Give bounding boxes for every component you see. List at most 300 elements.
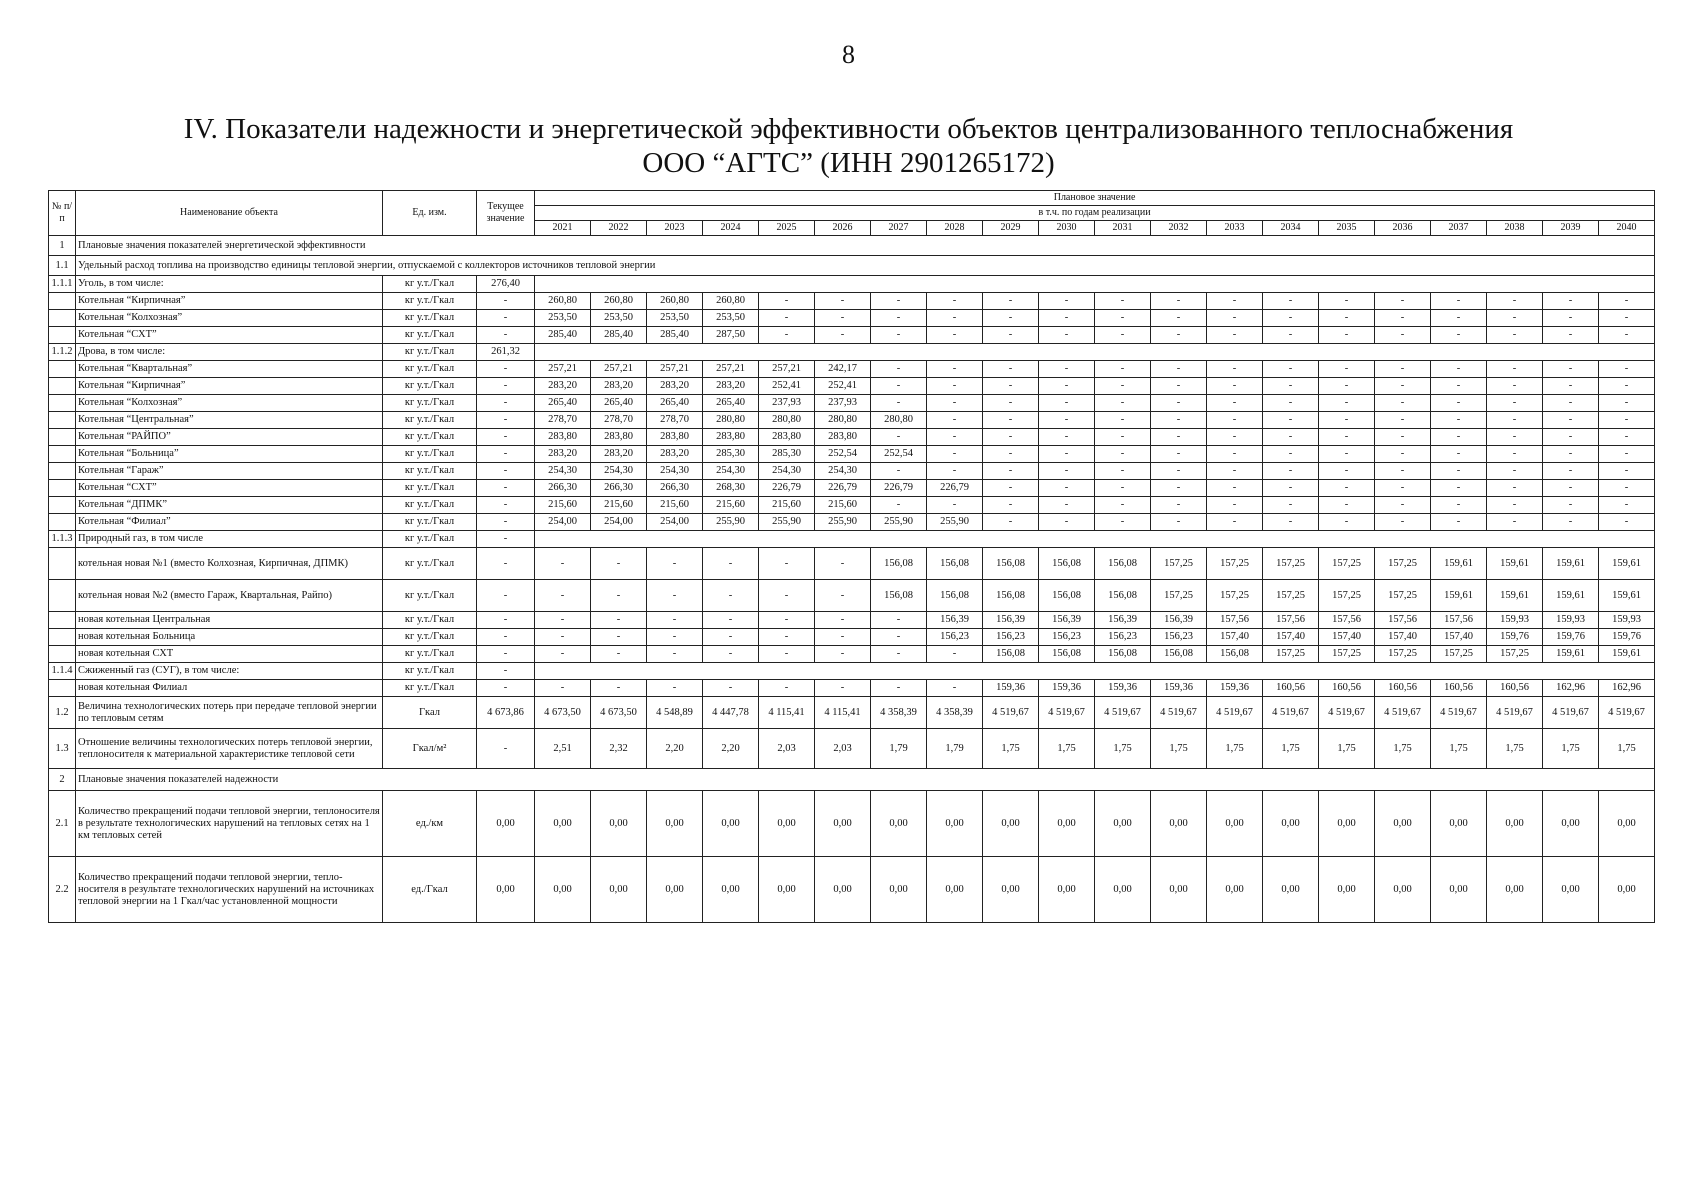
row-number: 1.3	[49, 729, 76, 769]
year-value: -	[927, 446, 983, 463]
year-value: -	[1207, 446, 1263, 463]
year-value: 1,75	[1487, 729, 1543, 769]
row-number	[49, 395, 76, 412]
year-value: 1,79	[871, 729, 927, 769]
year-value: 0,00	[647, 857, 703, 923]
header-year: 2029	[983, 221, 1039, 236]
year-value: -	[1543, 429, 1599, 446]
year-value: -	[1263, 395, 1319, 412]
year-value: -	[1599, 446, 1655, 463]
year-value: 255,90	[759, 514, 815, 531]
year-value: -	[1263, 497, 1319, 514]
year-value: -	[1431, 327, 1487, 344]
year-value: -	[535, 548, 591, 580]
year-value: 253,50	[703, 310, 759, 327]
row-current-value: -	[477, 412, 535, 429]
header-year: 2026	[815, 221, 871, 236]
year-value: -	[815, 327, 871, 344]
year-value: -	[1431, 480, 1487, 497]
year-value: 157,25	[1319, 646, 1375, 663]
row-current-value: -	[477, 646, 535, 663]
year-value: 280,80	[871, 412, 927, 429]
table-row	[49, 791, 1655, 857]
year-value: 4 358,39	[871, 697, 927, 729]
year-value: -	[1095, 395, 1151, 412]
year-value: -	[983, 310, 1039, 327]
table-row	[49, 361, 1655, 378]
row-number	[49, 497, 76, 514]
year-value: -	[1375, 429, 1431, 446]
year-value: -	[1151, 480, 1207, 497]
year-value: 0,00	[1487, 857, 1543, 923]
year-value: -	[1487, 463, 1543, 480]
year-value: 4 673,50	[591, 697, 647, 729]
year-value: -	[1543, 378, 1599, 395]
year-value: 4 115,41	[815, 697, 871, 729]
year-value: -	[1151, 429, 1207, 446]
year-value: -	[1151, 395, 1207, 412]
year-value: 265,40	[647, 395, 703, 412]
row-current-value: -	[477, 310, 535, 327]
year-value: 159,61	[1599, 646, 1655, 663]
year-value: 283,80	[703, 429, 759, 446]
table-row	[49, 612, 1655, 629]
year-value: 254,30	[535, 463, 591, 480]
row-unit: Гкал	[383, 697, 477, 729]
year-value: -	[759, 293, 815, 310]
table-row	[49, 236, 1655, 256]
header-year: 2036	[1375, 221, 1431, 236]
header-year: 2025	[759, 221, 815, 236]
year-value: -	[1319, 463, 1375, 480]
year-value: -	[1151, 514, 1207, 531]
year-value: 254,30	[647, 463, 703, 480]
row-number	[49, 646, 76, 663]
year-value: -	[871, 463, 927, 480]
year-value: -	[1543, 293, 1599, 310]
row-name: Котельная “СХТ”	[76, 480, 383, 497]
year-value: -	[983, 378, 1039, 395]
year-value: 257,21	[703, 361, 759, 378]
page-number: 8	[842, 40, 855, 69]
year-value: -	[871, 310, 927, 327]
year-value: 278,70	[647, 412, 703, 429]
year-value: 2,51	[535, 729, 591, 769]
year-value: 226,79	[927, 480, 983, 497]
year-value: 156,08	[871, 548, 927, 580]
year-value: 0,00	[815, 791, 871, 857]
year-value: -	[927, 680, 983, 697]
year-value: 159,61	[1487, 548, 1543, 580]
row-unit: кг у.т./Гкал	[383, 514, 477, 531]
year-value: 285,30	[703, 446, 759, 463]
year-value: -	[1207, 310, 1263, 327]
row-unit: кг у.т./Гкал	[383, 480, 477, 497]
year-value: 0,00	[759, 857, 815, 923]
table-row	[49, 429, 1655, 446]
year-value: 0,00	[1375, 857, 1431, 923]
year-value: 0,00	[927, 857, 983, 923]
table-row	[49, 580, 1655, 612]
row-unit: кг у.т./Гкал	[383, 344, 477, 361]
year-value: 157,25	[1207, 580, 1263, 612]
row-empty-values	[535, 344, 1655, 361]
year-value: -	[535, 612, 591, 629]
year-value: 0,00	[535, 857, 591, 923]
table-row	[49, 680, 1655, 697]
year-value: -	[1319, 310, 1375, 327]
year-value: -	[647, 680, 703, 697]
row-number: 1.2	[49, 697, 76, 729]
year-value: -	[1375, 395, 1431, 412]
year-value: -	[703, 580, 759, 612]
row-current-value: -	[477, 612, 535, 629]
header-by-year: в т.ч. по годам реализации	[535, 206, 1655, 221]
year-value: 156,08	[871, 580, 927, 612]
year-value: -	[983, 327, 1039, 344]
year-value: -	[1599, 378, 1655, 395]
year-value: -	[1095, 463, 1151, 480]
row-name: Котельная “Колхозная”	[76, 395, 383, 412]
year-value: -	[1487, 378, 1543, 395]
row-unit: кг у.т./Гкал	[383, 629, 477, 646]
table-row	[49, 276, 1655, 293]
year-value: -	[1375, 310, 1431, 327]
row-current-value: -	[477, 429, 535, 446]
row-unit: кг у.т./Гкал	[383, 497, 477, 514]
year-value: -	[703, 646, 759, 663]
year-value: -	[1095, 293, 1151, 310]
year-value: 156,08	[1039, 548, 1095, 580]
header-unit: Ед. изм.	[383, 191, 477, 236]
year-value: -	[1039, 446, 1095, 463]
year-value: -	[1319, 429, 1375, 446]
year-value: -	[1207, 480, 1263, 497]
year-value: 283,20	[535, 446, 591, 463]
year-value: -	[1375, 327, 1431, 344]
year-value: 0,00	[1599, 857, 1655, 923]
section-title: Плановые значения показателей надежности	[76, 769, 1655, 791]
year-value: 0,00	[1543, 857, 1599, 923]
year-value: -	[759, 612, 815, 629]
year-value: -	[927, 646, 983, 663]
year-value: 156,39	[1039, 612, 1095, 629]
table-row	[49, 256, 1655, 276]
year-value: 159,61	[1599, 548, 1655, 580]
year-value: 0,00	[703, 791, 759, 857]
year-value: 0,00	[647, 791, 703, 857]
row-current-value: 0,00	[477, 791, 535, 857]
row-empty-values	[535, 663, 1655, 680]
year-value: 0,00	[1543, 791, 1599, 857]
year-value: -	[1319, 293, 1375, 310]
row-number	[49, 327, 76, 344]
year-value: -	[983, 395, 1039, 412]
year-value: 215,60	[591, 497, 647, 514]
row-name: новая котельная Центральная	[76, 612, 383, 629]
year-value: -	[535, 580, 591, 612]
year-value: -	[1263, 310, 1319, 327]
year-value: -	[1487, 327, 1543, 344]
year-value: 156,08	[1039, 580, 1095, 612]
row-unit: кг у.т./Гкал	[383, 463, 477, 480]
row-number: 1	[49, 236, 76, 256]
year-value: 266,30	[535, 480, 591, 497]
year-value: -	[1431, 293, 1487, 310]
year-value: -	[983, 293, 1039, 310]
year-value: 278,70	[591, 412, 647, 429]
year-value: -	[1543, 412, 1599, 429]
year-value: -	[1095, 446, 1151, 463]
year-value: -	[759, 580, 815, 612]
year-value: -	[535, 646, 591, 663]
year-value: 156,08	[983, 580, 1039, 612]
header-year: 2037	[1431, 221, 1487, 236]
year-value: -	[815, 680, 871, 697]
year-value: -	[1431, 310, 1487, 327]
year-value: 268,30	[703, 480, 759, 497]
year-value: 1,75	[983, 729, 1039, 769]
year-value: -	[759, 310, 815, 327]
year-value: 157,40	[1319, 629, 1375, 646]
year-value: -	[1095, 378, 1151, 395]
row-name: Котельная “РАЙПО”	[76, 429, 383, 446]
row-name: Котельная “Колхозная”	[76, 310, 383, 327]
year-value: -	[1207, 497, 1263, 514]
year-value: -	[1207, 395, 1263, 412]
row-current-value: 261,32	[477, 344, 535, 361]
year-value: 0,00	[535, 791, 591, 857]
row-number	[49, 310, 76, 327]
year-value: 0,00	[1207, 857, 1263, 923]
year-value: -	[1375, 446, 1431, 463]
year-value: 159,76	[1599, 629, 1655, 646]
year-value: -	[871, 327, 927, 344]
year-value: 278,70	[535, 412, 591, 429]
year-value: 160,56	[1431, 680, 1487, 697]
table-row	[49, 327, 1655, 344]
year-value: 4 519,67	[1431, 697, 1487, 729]
year-value: -	[1487, 293, 1543, 310]
year-value: 0,00	[1599, 791, 1655, 857]
row-empty-values	[535, 276, 1655, 293]
table-row	[49, 463, 1655, 480]
year-value: 156,08	[1095, 646, 1151, 663]
year-value: -	[1263, 446, 1319, 463]
year-value: -	[647, 548, 703, 580]
year-value: 159,76	[1543, 629, 1599, 646]
year-value: 159,93	[1543, 612, 1599, 629]
year-value: 4 519,67	[1151, 697, 1207, 729]
year-value: -	[1151, 361, 1207, 378]
year-value: -	[1487, 310, 1543, 327]
row-unit: кг у.т./Гкал	[383, 361, 477, 378]
year-value: 0,00	[1375, 791, 1431, 857]
year-value: -	[1543, 463, 1599, 480]
row-name: Котельная “Квартальная”	[76, 361, 383, 378]
year-value: -	[1599, 497, 1655, 514]
year-value: 0,00	[1151, 791, 1207, 857]
year-value: -	[1543, 480, 1599, 497]
row-number	[49, 548, 76, 580]
row-current-value: 0,00	[477, 857, 535, 923]
header-year: 2038	[1487, 221, 1543, 236]
year-value: 215,60	[815, 497, 871, 514]
year-value: -	[1543, 395, 1599, 412]
year-value: -	[1599, 293, 1655, 310]
row-name: новая котельная Больница	[76, 629, 383, 646]
year-value: -	[535, 629, 591, 646]
year-value: 226,79	[759, 480, 815, 497]
year-value: -	[1319, 361, 1375, 378]
row-empty-values	[535, 531, 1655, 548]
year-value: 4 548,89	[647, 697, 703, 729]
year-value: -	[815, 612, 871, 629]
year-value: 0,00	[1431, 791, 1487, 857]
year-value: 1,75	[1319, 729, 1375, 769]
year-value: 156,39	[1095, 612, 1151, 629]
year-value: -	[1431, 395, 1487, 412]
header-year: 2032	[1151, 221, 1207, 236]
year-value: 1,75	[1151, 729, 1207, 769]
year-value: 4 519,67	[1095, 697, 1151, 729]
year-value: 260,80	[535, 293, 591, 310]
page-title	[0, 112, 1697, 180]
year-value: 156,08	[1151, 646, 1207, 663]
year-value: 285,30	[759, 446, 815, 463]
year-value: 157,25	[1375, 580, 1431, 612]
year-value: 157,56	[1207, 612, 1263, 629]
year-value: 280,80	[759, 412, 815, 429]
year-value: -	[815, 646, 871, 663]
row-current-value: -	[477, 629, 535, 646]
row-name: Природный газ, в том числе	[76, 531, 383, 548]
year-value: 257,21	[759, 361, 815, 378]
row-name: Котельная “ДПМК”	[76, 497, 383, 514]
row-name: Дрова, в том числе:	[76, 344, 383, 361]
row-number: 2	[49, 769, 76, 791]
year-value: 0,00	[1319, 857, 1375, 923]
year-value: -	[1431, 446, 1487, 463]
year-value: 159,36	[1039, 680, 1095, 697]
year-value: 159,93	[1487, 612, 1543, 629]
year-value: -	[759, 548, 815, 580]
year-value: 0,00	[759, 791, 815, 857]
year-value: 157,25	[1151, 580, 1207, 612]
year-value: 0,00	[927, 791, 983, 857]
year-value: -	[703, 629, 759, 646]
table-row	[49, 514, 1655, 531]
year-value: 159,61	[1543, 580, 1599, 612]
row-name: Количество прекращений подачи тепловой энергии, теплоносителя в результате технологических нарушений на тепловых сетях на 1 км тепловых сетей	[76, 791, 383, 857]
year-value: -	[1207, 327, 1263, 344]
year-value: 215,60	[759, 497, 815, 514]
year-value: -	[1263, 463, 1319, 480]
year-value: 4 519,67	[1487, 697, 1543, 729]
row-current-value: -	[477, 293, 535, 310]
year-value: 156,23	[927, 629, 983, 646]
year-value: -	[1207, 514, 1263, 531]
year-value: 280,80	[815, 412, 871, 429]
row-number	[49, 412, 76, 429]
row-current-value: -	[477, 463, 535, 480]
table-body	[49, 236, 1655, 923]
year-value: -	[1207, 429, 1263, 446]
year-value: -	[1599, 463, 1655, 480]
year-value: -	[871, 629, 927, 646]
year-value: -	[1263, 514, 1319, 531]
indicators-table	[48, 190, 1655, 923]
header-year: 2033	[1207, 221, 1263, 236]
year-value: -	[647, 646, 703, 663]
header-year: 2035	[1319, 221, 1375, 236]
row-unit: ед./км	[383, 791, 477, 857]
year-value: 283,20	[703, 378, 759, 395]
row-name: Котельная “СХТ”	[76, 327, 383, 344]
year-value: 283,80	[535, 429, 591, 446]
year-value: -	[1375, 293, 1431, 310]
row-name: Котельная “Больница”	[76, 446, 383, 463]
year-value: -	[1263, 412, 1319, 429]
year-value: 0,00	[1431, 857, 1487, 923]
year-value: 156,08	[983, 548, 1039, 580]
row-number: 1.1.4	[49, 663, 76, 680]
row-name: Котельная “Гараж”	[76, 463, 383, 480]
year-value: -	[1431, 412, 1487, 429]
header-year: 2027	[871, 221, 927, 236]
year-value: 157,25	[1431, 646, 1487, 663]
year-value: 254,30	[703, 463, 759, 480]
year-value: 4 519,67	[1263, 697, 1319, 729]
year-value: 0,00	[983, 857, 1039, 923]
table-row	[49, 629, 1655, 646]
year-value: 252,54	[871, 446, 927, 463]
year-value: -	[983, 480, 1039, 497]
year-value: 254,30	[815, 463, 871, 480]
year-value: -	[703, 612, 759, 629]
year-value: 4 447,78	[703, 697, 759, 729]
row-number: 1.1	[49, 256, 76, 276]
year-value: 156,08	[1039, 646, 1095, 663]
year-value: -	[983, 446, 1039, 463]
year-value: 159,61	[1487, 580, 1543, 612]
year-value: -	[1151, 310, 1207, 327]
year-value: 0,00	[1039, 857, 1095, 923]
row-number	[49, 680, 76, 697]
year-value: -	[927, 310, 983, 327]
row-name: Котельная “Филиал”	[76, 514, 383, 531]
year-value: -	[591, 548, 647, 580]
row-name: Котельная “Кирпичная”	[76, 378, 383, 395]
year-value: -	[1599, 480, 1655, 497]
table-row	[49, 412, 1655, 429]
year-value: 1,75	[1207, 729, 1263, 769]
year-value: 1,75	[1263, 729, 1319, 769]
year-value: 255,90	[871, 514, 927, 531]
table-row	[49, 480, 1655, 497]
year-value: -	[1263, 361, 1319, 378]
row-name: Котельная “Кирпичная”	[76, 293, 383, 310]
year-value: -	[647, 629, 703, 646]
row-unit: кг у.т./Гкал	[383, 680, 477, 697]
row-current-value: -	[477, 680, 535, 697]
year-value: 157,25	[1151, 548, 1207, 580]
year-value: 156,08	[927, 580, 983, 612]
table-row	[49, 769, 1655, 791]
year-value: -	[1375, 463, 1431, 480]
year-value: 0,00	[1263, 791, 1319, 857]
year-value: -	[1039, 378, 1095, 395]
